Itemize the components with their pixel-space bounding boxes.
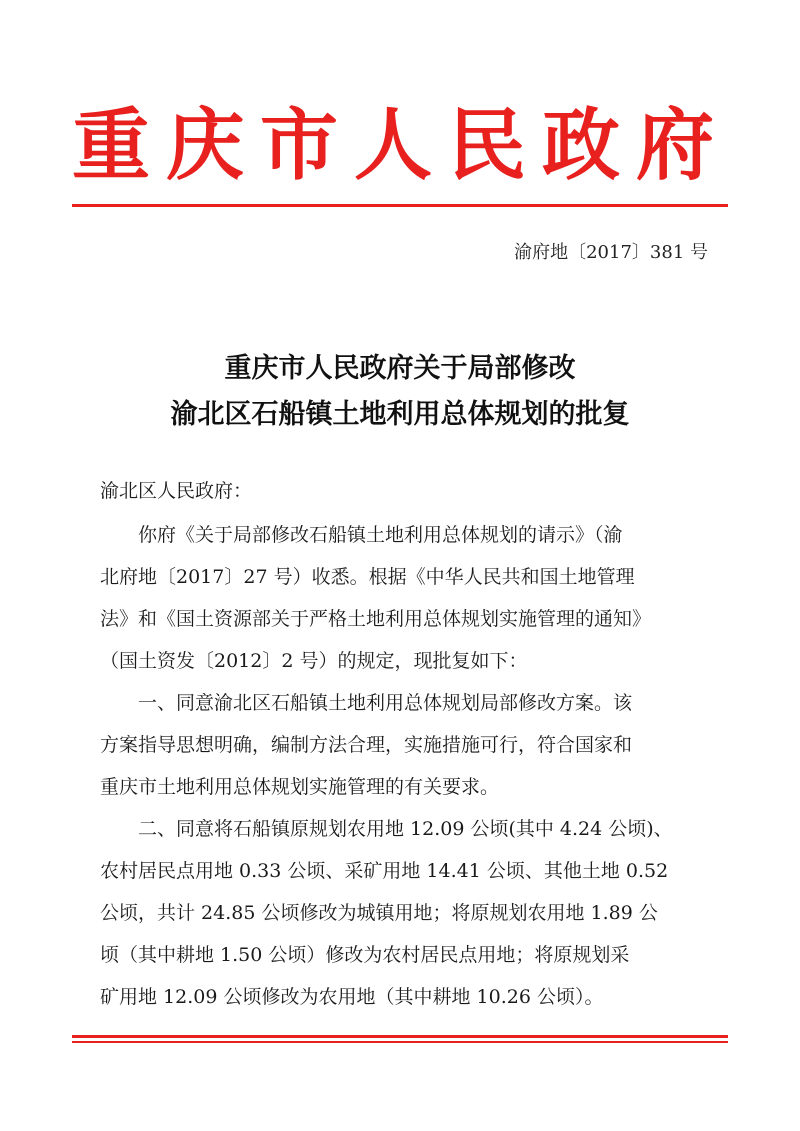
salutation: 渝北区人民政府： bbox=[100, 480, 253, 502]
paragraph-1-line-2: 北府地〔2017〕27 号）收悉。根据《中华人民共和国土地管理 bbox=[100, 566, 635, 588]
masthead-issuer: 重庆市人民政府 bbox=[72, 101, 731, 191]
document-number: 渝府地〔2017〕381 号 bbox=[514, 242, 708, 263]
paragraph-1-line-1: 你府《关于局部修改石船镇土地利用总体规划的请示》（渝 bbox=[138, 524, 623, 546]
paragraph-1-line-4: （国土资发〔2012〕2 号）的规定，现批复如下： bbox=[100, 650, 528, 672]
paragraph-3-line-3: 公顷，共计 24.85 公顷修改为城镇用地；将原规划农用地 1.89 公 bbox=[100, 902, 658, 924]
paragraph-1-line-3: 法》和《国土资源部关于严格土地利用总体规划实施管理的通知》 bbox=[100, 608, 652, 630]
footer-red-rule-thick bbox=[72, 1035, 728, 1038]
paragraph-3-line-1: 二、同意将石船镇原规划农用地 12.09 公顷(其中 4.24 公顷)、 bbox=[138, 818, 673, 840]
paragraph-3-line-2: 农村居民点用地 0.33 公顷、采矿用地 14.41 公顷、其他土地 0.52 bbox=[100, 860, 669, 882]
footer-red-rule-thin bbox=[72, 1041, 728, 1043]
paragraph-2-line-1: 一、同意渝北区石船镇土地利用总体规划局部修改方案。该 bbox=[138, 692, 633, 714]
paragraph-3-line-4: 顷（其中耕地 1.50 公顷）修改为农村居民点用地；将原规划采 bbox=[100, 944, 630, 966]
masthead-red-rule bbox=[72, 204, 728, 207]
document-title-line-2: 渝北区石船镇土地利用总体规划的批复 bbox=[170, 399, 630, 430]
paragraph-2-line-3: 重庆市土地利用总体规划实施管理的有关要求。 bbox=[100, 776, 500, 798]
paragraph-3-line-5: 矿用地 12.09 公顷修改为农用地（其中耕地 10.26 公顷）。 bbox=[100, 986, 604, 1008]
paragraph-2-line-2: 方案指导思想明确，编制方法合理，实施措施可行，符合国家和 bbox=[100, 734, 633, 756]
document-title-line-1: 重庆市人民政府关于局部修改 bbox=[224, 353, 576, 384]
